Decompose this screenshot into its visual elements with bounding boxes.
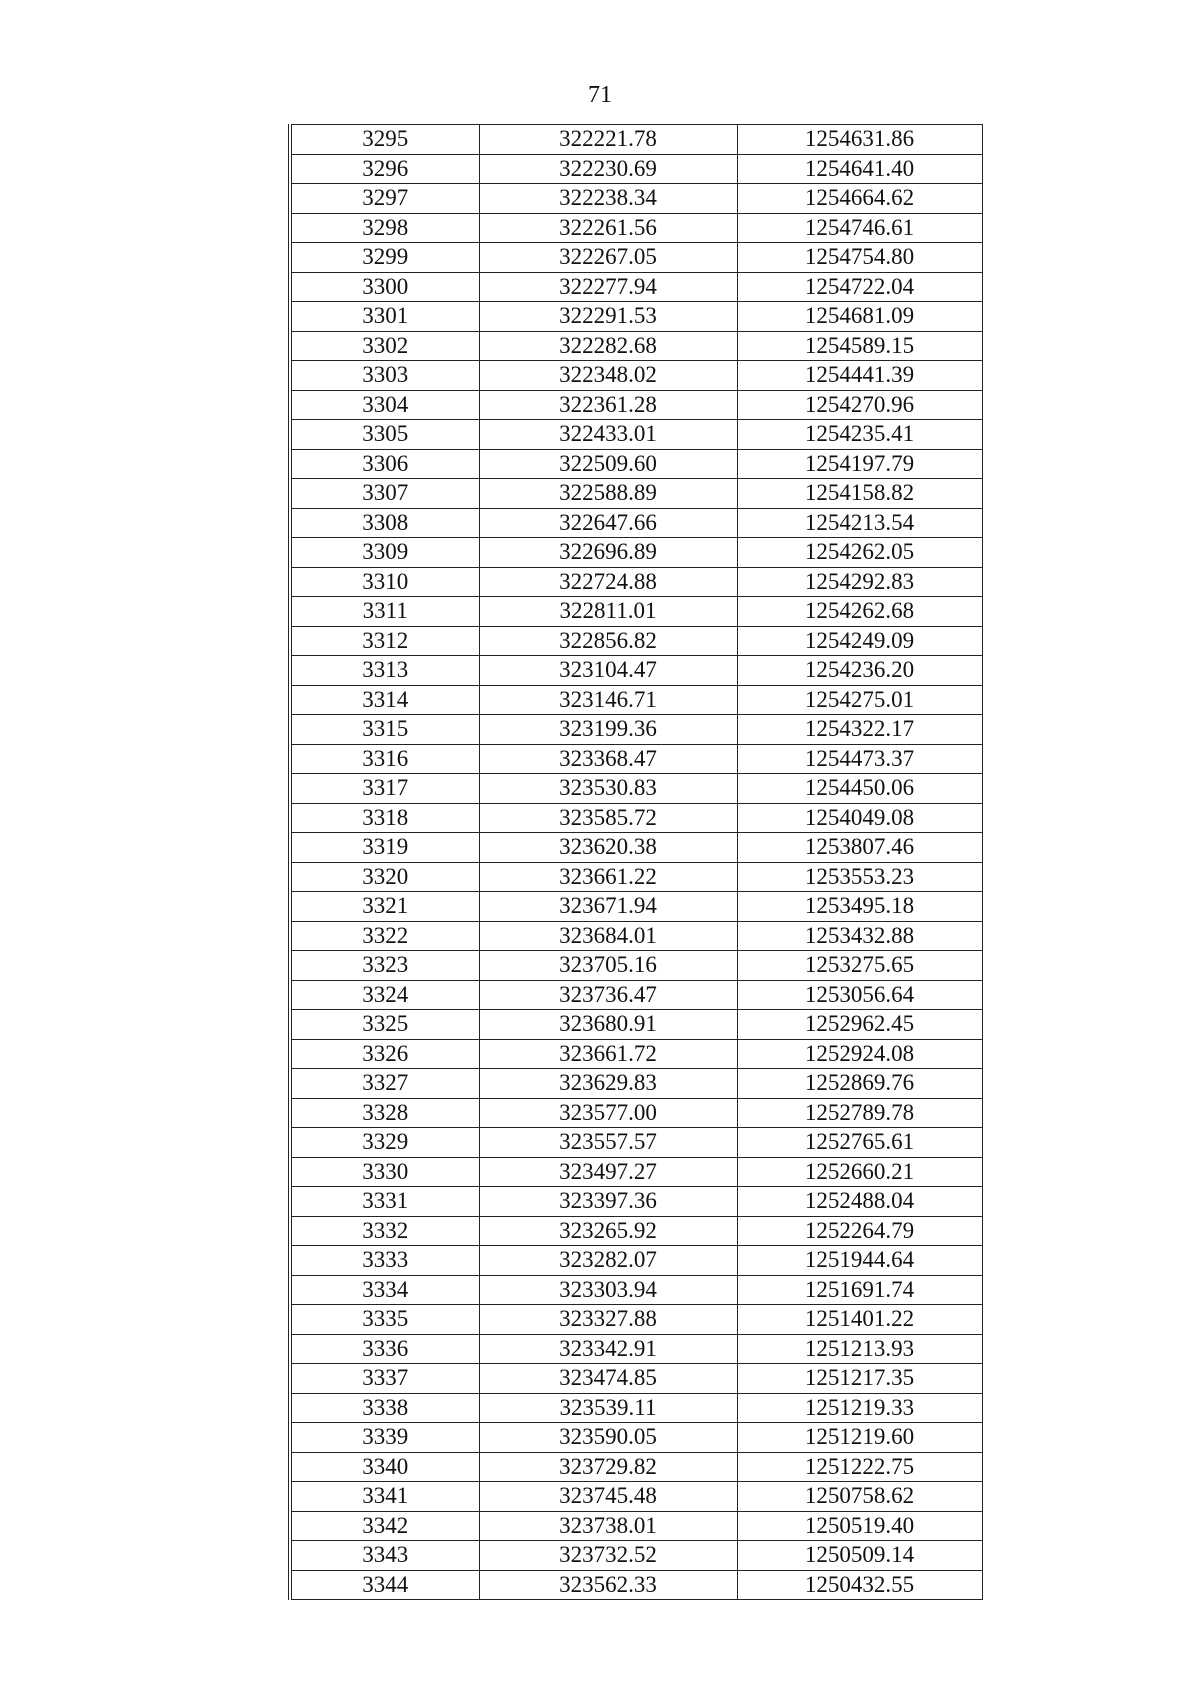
point-number-cell: 3311	[290, 597, 479, 627]
table-row	[290, 1364, 982, 1394]
table-row	[290, 1511, 982, 1541]
y-coordinate-cell: 1250509.14	[737, 1541, 982, 1571]
x-coordinate-cell: 323590.05	[479, 1423, 737, 1453]
x-coordinate-cell: 322724.88	[479, 567, 737, 597]
x-coordinate-cell: 323705.16	[479, 951, 737, 981]
point-number-cell: 3325	[290, 1010, 479, 1040]
point-number-cell: 3341	[290, 1482, 479, 1512]
x-coordinate-cell: 322696.89	[479, 538, 737, 568]
point-number-cell: 3321	[290, 892, 479, 922]
table-row	[290, 951, 982, 981]
y-coordinate-cell: 1253432.88	[737, 921, 982, 951]
table-row	[290, 1098, 982, 1128]
x-coordinate-cell: 323562.33	[479, 1570, 737, 1600]
table-row	[290, 921, 982, 951]
x-coordinate-cell: 323629.83	[479, 1069, 737, 1099]
x-coordinate-cell: 322277.94	[479, 272, 737, 302]
x-coordinate-cell: 323738.01	[479, 1511, 737, 1541]
table-row	[290, 1246, 982, 1276]
point-number-cell: 3313	[290, 656, 479, 686]
point-number-cell: 3340	[290, 1452, 479, 1482]
x-coordinate-cell: 323671.94	[479, 892, 737, 922]
y-coordinate-cell: 1254262.68	[737, 597, 982, 627]
x-coordinate-cell: 323620.38	[479, 833, 737, 863]
x-coordinate-cell: 323265.92	[479, 1216, 737, 1246]
point-number-cell: 3301	[290, 302, 479, 332]
point-number-cell: 3304	[290, 390, 479, 420]
x-coordinate-cell: 322267.05	[479, 243, 737, 273]
table-row	[290, 862, 982, 892]
x-coordinate-cell: 323497.27	[479, 1157, 737, 1187]
table-row	[290, 1128, 982, 1158]
point-number-cell: 3344	[290, 1570, 479, 1600]
table-row	[290, 626, 982, 656]
table-row	[290, 1570, 982, 1600]
point-number-cell: 3295	[290, 125, 479, 155]
y-coordinate-cell: 1252488.04	[737, 1187, 982, 1217]
y-coordinate-cell: 1253056.64	[737, 980, 982, 1010]
x-coordinate-cell: 323585.72	[479, 803, 737, 833]
point-number-cell: 3297	[290, 184, 479, 214]
x-coordinate-cell: 323736.47	[479, 980, 737, 1010]
point-number-cell: 3308	[290, 508, 479, 538]
table-row	[290, 1305, 982, 1335]
table-row	[290, 1069, 982, 1099]
y-coordinate-cell: 1253553.23	[737, 862, 982, 892]
y-coordinate-cell: 1250432.55	[737, 1570, 982, 1600]
point-number-cell: 3331	[290, 1187, 479, 1217]
x-coordinate-cell: 323680.91	[479, 1010, 737, 1040]
table-row	[290, 1334, 982, 1364]
point-number-cell: 3333	[290, 1246, 479, 1276]
point-number-cell: 3343	[290, 1541, 479, 1571]
y-coordinate-cell: 1254197.79	[737, 449, 982, 479]
x-coordinate-cell: 323303.94	[479, 1275, 737, 1305]
x-coordinate-cell: 322433.01	[479, 420, 737, 450]
x-coordinate-cell: 323342.91	[479, 1334, 737, 1364]
point-number-cell: 3330	[290, 1157, 479, 1187]
y-coordinate-cell: 1254322.17	[737, 715, 982, 745]
x-coordinate-cell: 323146.71	[479, 685, 737, 715]
coordinate-table	[288, 124, 983, 1600]
point-number-cell: 3329	[290, 1128, 479, 1158]
y-coordinate-cell: 1251219.60	[737, 1423, 982, 1453]
point-number-cell: 3299	[290, 243, 479, 273]
point-number-cell: 3335	[290, 1305, 479, 1335]
table-row	[290, 1039, 982, 1069]
x-coordinate-cell: 323745.48	[479, 1482, 737, 1512]
table-row	[290, 1482, 982, 1512]
page-number: 71	[588, 82, 612, 108]
x-coordinate-cell: 323282.07	[479, 1246, 737, 1276]
y-coordinate-cell: 1254664.62	[737, 184, 982, 214]
x-coordinate-cell: 323539.11	[479, 1393, 737, 1423]
x-coordinate-cell: 322811.01	[479, 597, 737, 627]
y-coordinate-cell: 1254473.37	[737, 744, 982, 774]
table-row	[290, 125, 982, 155]
y-coordinate-cell: 1252869.76	[737, 1069, 982, 1099]
y-coordinate-cell: 1254754.80	[737, 243, 982, 273]
point-number-cell: 3309	[290, 538, 479, 568]
point-number-cell: 3342	[290, 1511, 479, 1541]
y-coordinate-cell: 1250519.40	[737, 1511, 982, 1541]
point-number-cell: 3312	[290, 626, 479, 656]
point-number-cell: 3302	[290, 331, 479, 361]
y-coordinate-cell: 1252264.79	[737, 1216, 982, 1246]
y-coordinate-cell: 1254450.06	[737, 774, 982, 804]
point-number-cell: 3334	[290, 1275, 479, 1305]
y-coordinate-cell: 1251944.64	[737, 1246, 982, 1276]
table-row	[290, 1423, 982, 1453]
x-coordinate-cell: 322361.28	[479, 390, 737, 420]
point-number-cell: 3317	[290, 774, 479, 804]
y-coordinate-cell: 1252924.08	[737, 1039, 982, 1069]
point-number-cell: 3314	[290, 685, 479, 715]
x-coordinate-cell: 323661.22	[479, 862, 737, 892]
table-row	[290, 1541, 982, 1571]
y-coordinate-cell: 1251219.33	[737, 1393, 982, 1423]
table-row	[290, 980, 982, 1010]
y-coordinate-cell: 1250758.62	[737, 1482, 982, 1512]
y-coordinate-cell: 1253275.65	[737, 951, 982, 981]
y-coordinate-cell: 1254235.41	[737, 420, 982, 450]
x-coordinate-cell: 322230.69	[479, 154, 737, 184]
y-coordinate-cell: 1254641.40	[737, 154, 982, 184]
y-coordinate-cell: 1254249.09	[737, 626, 982, 656]
point-number-cell: 3323	[290, 951, 479, 981]
point-number-cell: 3328	[290, 1098, 479, 1128]
table-row	[290, 892, 982, 922]
table-row	[290, 1010, 982, 1040]
x-coordinate-cell: 322282.68	[479, 331, 737, 361]
table-row	[290, 302, 982, 332]
table-row	[290, 715, 982, 745]
table-row	[290, 1157, 982, 1187]
x-coordinate-cell: 323474.85	[479, 1364, 737, 1394]
point-number-cell: 3326	[290, 1039, 479, 1069]
table-row	[290, 213, 982, 243]
table-row	[290, 1187, 982, 1217]
point-number-cell: 3303	[290, 361, 479, 391]
y-coordinate-cell: 1251213.93	[737, 1334, 982, 1364]
point-number-cell: 3319	[290, 833, 479, 863]
table-row	[290, 685, 982, 715]
point-number-cell: 3316	[290, 744, 479, 774]
x-coordinate-cell: 323327.88	[479, 1305, 737, 1335]
point-number-cell: 3315	[290, 715, 479, 745]
x-coordinate-cell: 322509.60	[479, 449, 737, 479]
y-coordinate-cell: 1253807.46	[737, 833, 982, 863]
point-number-cell: 3318	[290, 803, 479, 833]
table-row	[290, 272, 982, 302]
x-coordinate-cell: 322221.78	[479, 125, 737, 155]
table-row	[290, 420, 982, 450]
x-coordinate-cell: 322238.34	[479, 184, 737, 214]
y-coordinate-cell: 1254213.54	[737, 508, 982, 538]
point-number-cell: 3310	[290, 567, 479, 597]
y-coordinate-cell: 1254275.01	[737, 685, 982, 715]
y-coordinate-cell: 1254292.83	[737, 567, 982, 597]
table-row	[290, 243, 982, 273]
y-coordinate-cell: 1254270.96	[737, 390, 982, 420]
table-row	[290, 744, 982, 774]
table-row	[290, 479, 982, 509]
y-coordinate-cell: 1252962.45	[737, 1010, 982, 1040]
y-coordinate-cell: 1254631.86	[737, 125, 982, 155]
point-number-cell: 3332	[290, 1216, 479, 1246]
table-row	[290, 597, 982, 627]
table-row	[290, 1452, 982, 1482]
table-row	[290, 390, 982, 420]
x-coordinate-cell: 323397.36	[479, 1187, 737, 1217]
x-coordinate-cell: 322261.56	[479, 213, 737, 243]
table-row	[290, 154, 982, 184]
y-coordinate-cell: 1252660.21	[737, 1157, 982, 1187]
table-row	[290, 567, 982, 597]
point-number-cell: 3336	[290, 1334, 479, 1364]
x-coordinate-cell: 323530.83	[479, 774, 737, 804]
x-coordinate-cell: 322588.89	[479, 479, 737, 509]
table-body	[290, 125, 982, 1600]
y-coordinate-cell: 1254589.15	[737, 331, 982, 361]
y-coordinate-cell: 1254441.39	[737, 361, 982, 391]
y-coordinate-cell: 1254158.82	[737, 479, 982, 509]
point-number-cell: 3339	[290, 1423, 479, 1453]
point-number-cell: 3338	[290, 1393, 479, 1423]
y-coordinate-cell: 1251222.75	[737, 1452, 982, 1482]
x-coordinate-cell: 322647.66	[479, 508, 737, 538]
y-coordinate-cell: 1253495.18	[737, 892, 982, 922]
x-coordinate-cell: 323104.47	[479, 656, 737, 686]
y-coordinate-cell: 1251217.35	[737, 1364, 982, 1394]
y-coordinate-cell: 1254681.09	[737, 302, 982, 332]
point-number-cell: 3305	[290, 420, 479, 450]
table-row	[290, 331, 982, 361]
x-coordinate-cell: 323684.01	[479, 921, 737, 951]
table-row	[290, 184, 982, 214]
y-coordinate-cell: 1252789.78	[737, 1098, 982, 1128]
y-coordinate-cell: 1254262.05	[737, 538, 982, 568]
table-row	[290, 508, 982, 538]
y-coordinate-cell: 1252765.61	[737, 1128, 982, 1158]
x-coordinate-cell: 323577.00	[479, 1098, 737, 1128]
x-coordinate-cell: 322856.82	[479, 626, 737, 656]
table-row	[290, 1393, 982, 1423]
point-number-cell: 3296	[290, 154, 479, 184]
point-number-cell: 3337	[290, 1364, 479, 1394]
table-row	[290, 1216, 982, 1246]
x-coordinate-cell: 323661.72	[479, 1039, 737, 1069]
point-number-cell: 3324	[290, 980, 479, 1010]
table-row	[290, 803, 982, 833]
table-row	[290, 361, 982, 391]
x-coordinate-cell: 323199.36	[479, 715, 737, 745]
y-coordinate-cell: 1254236.20	[737, 656, 982, 686]
point-number-cell: 3327	[290, 1069, 479, 1099]
y-coordinate-cell: 1254746.61	[737, 213, 982, 243]
table-row	[290, 538, 982, 568]
point-number-cell: 3322	[290, 921, 479, 951]
point-number-cell: 3307	[290, 479, 479, 509]
point-number-cell: 3298	[290, 213, 479, 243]
x-coordinate-cell: 323368.47	[479, 744, 737, 774]
y-coordinate-cell: 1254049.08	[737, 803, 982, 833]
point-number-cell: 3306	[290, 449, 479, 479]
point-number-cell: 3320	[290, 862, 479, 892]
table-row	[290, 833, 982, 863]
table-row	[290, 449, 982, 479]
table-row	[290, 774, 982, 804]
x-coordinate-cell: 322348.02	[479, 361, 737, 391]
y-coordinate-cell: 1254722.04	[737, 272, 982, 302]
point-number-cell: 3300	[290, 272, 479, 302]
x-coordinate-cell: 323557.57	[479, 1128, 737, 1158]
y-coordinate-cell: 1251691.74	[737, 1275, 982, 1305]
y-coordinate-cell: 1251401.22	[737, 1305, 982, 1335]
x-coordinate-cell: 323729.82	[479, 1452, 737, 1482]
table-row	[290, 1275, 982, 1305]
table-row	[290, 656, 982, 686]
x-coordinate-cell: 322291.53	[479, 302, 737, 332]
x-coordinate-cell: 323732.52	[479, 1541, 737, 1571]
